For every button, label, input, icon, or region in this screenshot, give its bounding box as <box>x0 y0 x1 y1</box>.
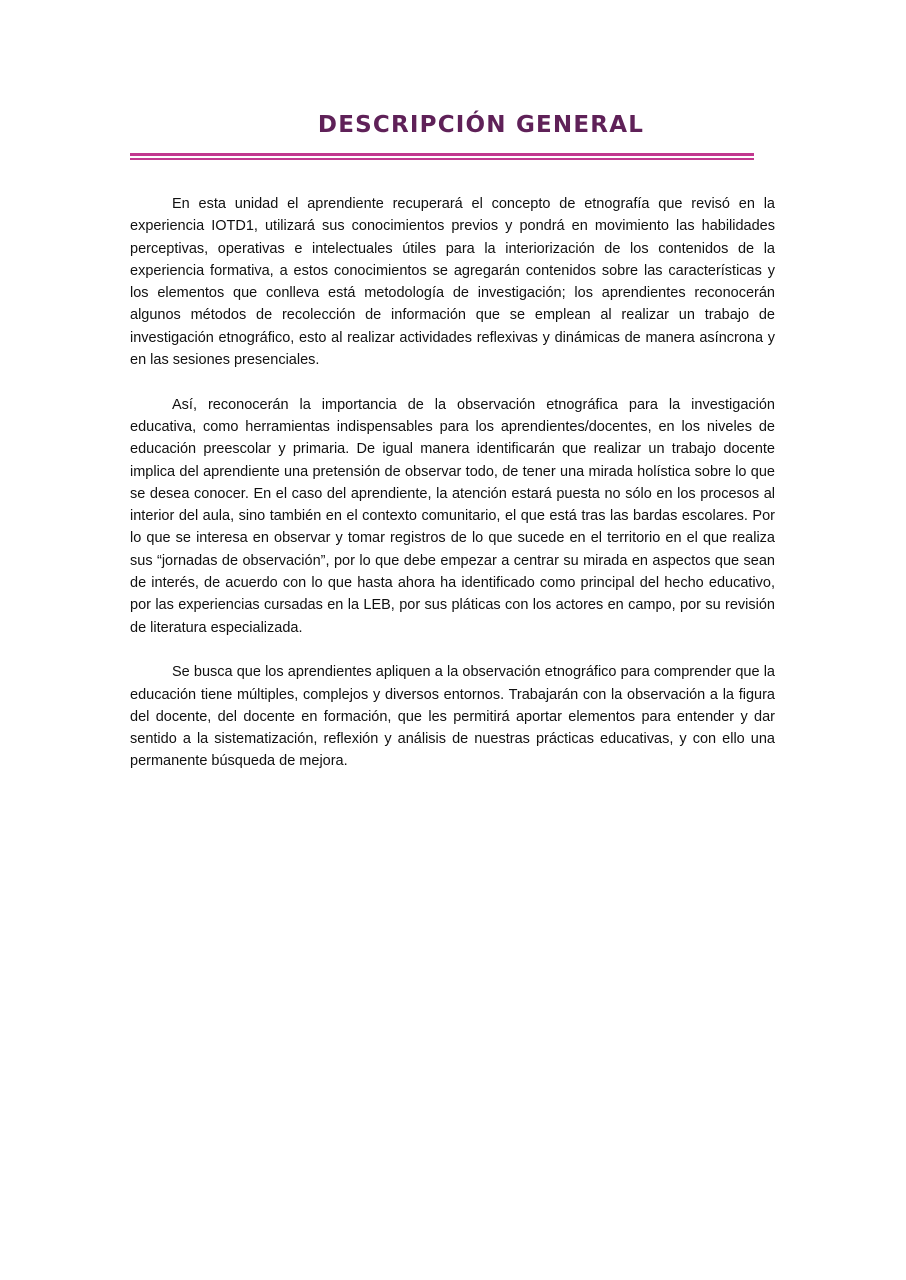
title-underline-bottom <box>130 158 754 160</box>
paragraph-1: En esta unidad el aprendiente recuperará el concepto de etnografía que revisó en la experiencia IOTD1, utilizará sus conocimientos previos y pondrá en movimiento las habilidades perceptivas, operativas e intelectuales útiles para la interiorización de los contenidos de la experiencia formativa, a estos conocimientos se agregarán contenidos sobre las características y los elementos que conlleva está metodología de investigación; los aprendientes reconocerán algunos métodos de recolección de información que se emplean al realizar un trabajo de investigación etnográfico, esto al realizar actividades reflexivas y dinámicas de manera asíncrona y en las sesiones presenciales. <box>130 196 775 369</box>
paragraph-3: Se busca que los aprendientes apliquen a la observación etnográfico para comprender que la educación tiene múltiples, complejos y diversos entornos. Trabajarán con la observación a la figura del docente, del docente en formación, que les permitirá aportar elementos para entender y dar sentido a la sistematización, reflexión y análisis de nuestras prácticas educativas, y con ello una permanente búsqueda de mejora. <box>130 664 775 770</box>
title-underline-top <box>130 153 754 156</box>
paragraph-2: Así, reconocerán la importancia de la observación etnográfica para la investigación educativa, como herramientas indispensables para los aprendientes/docentes, en los niveles de educación preescolar y primaria. De igual manera identificarán que realizar un trabajo docente implica del aprendiente una pretensión de observar todo, de tener una mirada holística sobre lo que se desea conocer. En el caso del aprendiente, la atención estará puesta no sólo en los procesos al interior del aula, sino también en el contexto comunitario, el que está tras las bardas escolares. Por lo que se interesa en observar y tomar registros de lo que sucede en el territorio en el que realiza sus “jornadas de observación”, por lo que debe empezar a centrar su mirada en aspectos que sean de interés, de acuerdo con lo que hasta ahora ha identificado como principal del hecho educativo, por las experiencias cursadas en la LEB, por sus pláticas con los actores en campo, por su revisión de literatura especializada. <box>130 396 775 636</box>
page-title: DESCRIPCIÓN GENERAL <box>317 112 645 138</box>
document-body <box>130 193 775 795</box>
